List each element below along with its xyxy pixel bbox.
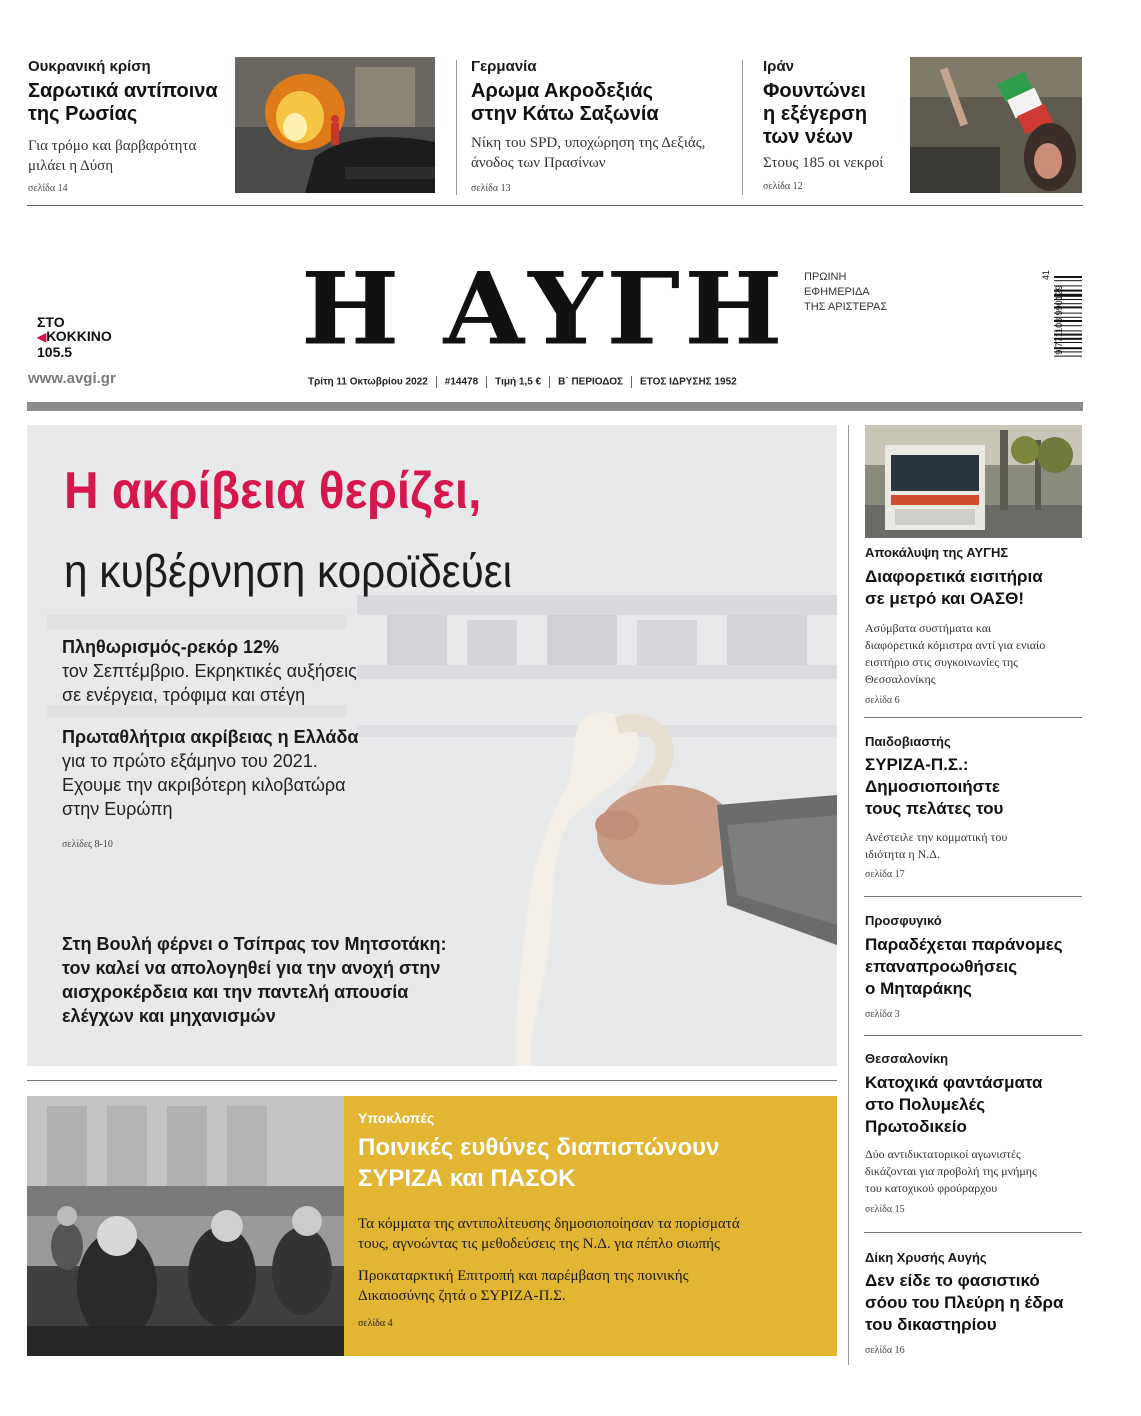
top-story-3-headline[interactable]: Φουντώνει η εξέγερση των νέων: [763, 80, 868, 148]
top-story-3-summary: Στους 185 οι νεκροί: [763, 155, 884, 171]
sidebar-3-headline[interactable]: Παραδέχεται παράνομες επαναπροωθήσεις ο Μηταράκης: [865, 935, 1063, 998]
top-story-2-headline[interactable]: Αρωμα Ακροδεξιάς στην Κάτω Σαξωνία: [471, 80, 659, 125]
bottom-rule: [27, 1080, 837, 1081]
sidebar-4-page: σελίδα 15: [865, 1204, 905, 1215]
website-link[interactable]: www.avgi.gr: [28, 370, 116, 387]
sidebar-1-summary: Ασύμβατα συστήματα και διαφορετικά κόμιστρα αντί για ενιαίο εισιτήριο στις συγκοινωνίες της Θεσσαλονίκης: [865, 621, 1046, 686]
sidebar-2-page: σελίδα 17: [865, 869, 905, 880]
prices-block: Πρωταθλήτρια ακρίβειας η Ελλάδα για το πρώτο εξάμηνο του 2021. Εχουμε την ακριβότερη κιλοβατώρα στην Ευρώπη: [62, 727, 359, 819]
top-story-1-summary: Για τρόμο και βαρβαρότητα μιλάει η Δύση: [28, 138, 197, 174]
protest-photo: [910, 57, 1082, 193]
top-divider-2: [742, 60, 743, 195]
parliament-photo: [27, 1096, 344, 1356]
top-story-1-kicker: Ουκρανική κρίση: [28, 58, 151, 75]
top-story-3-page: σελίδα 12: [763, 181, 803, 192]
sidebar-4-kicker: Θεσσαλονίκη: [865, 1051, 949, 1066]
bus-photo: [865, 425, 1082, 538]
lead-pages: σελίδες 8-10: [62, 839, 113, 850]
sidebar-2-kicker: Παιδοβιαστής: [865, 734, 951, 749]
issue-period: Β΄ ΠΕΡΙΟΔΟΣ: [558, 376, 623, 388]
sidebar-rule-1: [864, 717, 1082, 718]
founding-year: ΕΤΟΣ ΙΔΡΥΣΗΣ 1952: [640, 376, 737, 388]
bottom-para-2: Προκαταρκτική Επιτροπή και παρέμβαση της ποινικής Δικαιοσύνης ζητά ο ΣΥΡΙΖΑ-Π.Σ.: [358, 1268, 689, 1304]
sidebar-2-summary: Ανέστειλε την κομματική του ιδιότητα η Ν.Δ.: [865, 830, 1008, 861]
sidebar-2-headline[interactable]: ΣΥΡΙΖΑ-Π.Σ.: Δημοσιοποιήστε τους πελάτες του: [865, 755, 1004, 818]
inflation-block: Πληθωρισμός-ρεκόρ 12% τον Σεπτέμβριο. Εκρηκτικές αυξήσεις σε ενέργεια, τρόφιμα και στέγη: [62, 637, 357, 705]
sidebar-5-headline[interactable]: Δεν είδε το φασιστικό σόου του Πλεύρη η έδρα του δικαστηρίου: [865, 1271, 1064, 1334]
issue-date: Τρίτη 11 Οκτωβρίου 2022: [308, 376, 428, 388]
top-story-1-headline[interactable]: Σαρωτικά αντίποινα της Ρωσίας: [28, 80, 218, 125]
top-story-2-page: σελίδα 13: [471, 183, 511, 194]
top-story-1-page: σελίδα 14: [28, 183, 68, 194]
radio-logo[interactable]: ΣΤΟ ◀ΚΟΚΚΙΝΟ 105.5: [37, 314, 112, 360]
lead-headline-red: Η ακρίβεια θερίζει,: [64, 462, 482, 520]
barcode-issue: 41: [1041, 269, 1052, 281]
masthead-tagline: ΠΡΩΙΝΗ ΕΦΗΜΕΡΙΔΑ ΤΗΣ ΑΡΙΣΤΕΡΑΣ: [804, 271, 888, 313]
sidebar-rule-4: [864, 1232, 1082, 1233]
sidebar-rule-2: [864, 896, 1082, 897]
lead-headline-black: η κυβέρνηση κοροϊδεύει: [64, 545, 513, 597]
bottom-kicker: Υποκλοπές: [358, 1110, 435, 1126]
barcode: [1040, 270, 1084, 380]
top-strip-rule: [27, 205, 1083, 206]
sidebar-1-page: σελίδα 6: [865, 695, 900, 706]
sidebar-1-headline[interactable]: Διαφορετικά εισιτήρια σε μετρό και ΟΑΣΘ!: [865, 567, 1043, 608]
top-story-2-summary: Νίκη του SPD, υποχώρηση της Δεξιάς, άνοδος των Πρασίνων: [471, 135, 706, 171]
column-divider: [848, 425, 849, 1365]
top-story-3-kicker: Ιράν: [763, 58, 795, 75]
radio-arrow-icon: ◀: [37, 330, 47, 344]
sidebar-5-kicker: Δίκη Χρυσής Αυγής: [865, 1250, 987, 1265]
sidebar-4-summary: Δύο αντιδικτατορικοί αγωνιστές δικάζονται για προβολή της μνήμης του κατοχικού φρούραρχου: [865, 1147, 1037, 1195]
issue-number: #14478: [444, 376, 479, 388]
top-story-2-kicker: Γερμανία: [471, 58, 537, 75]
explosion-photo: [235, 57, 435, 193]
bottom-para-1: Τα κόμματα της αντιπολίτευσης δημοσιοποίησαν τα πορίσματά τους, αγνοώντας τις μεθοδεύσεις της Ν.Δ. για πέπλο σιωπής: [358, 1216, 740, 1252]
sidebar-3-page: σελίδα 3: [865, 1009, 900, 1020]
masthead-rule: [27, 402, 1083, 411]
sidebar-3-kicker: Προσφυγικό: [865, 913, 942, 928]
top-divider-1: [456, 60, 457, 195]
lead-feature[interactable]: [27, 425, 837, 1066]
issue-price: Τιμή 1,5 €: [495, 376, 542, 388]
bottom-story-panel[interactable]: [344, 1096, 837, 1356]
sidebar-1-kicker: Αποκάλυψη της ΑΥΓΗΣ: [865, 545, 1009, 560]
tsipras-block: Στη Βουλή φέρνει ο Τσίπρας τον Μητσοτάκη: τον καλεί να απολογηθεί για την ανοχή στην αισχροκέρδεια και την παντελή απουσία ελέγχων και μηχανισμών: [62, 934, 447, 1026]
masthead-infobar: [308, 376, 737, 388]
masthead-title: Η ΑΥΓΗ: [301, 250, 787, 368]
sidebar-4-headline[interactable]: Κατοχικά φαντάσματα στο Πολυμελές Πρωτοδικείο: [865, 1073, 1043, 1136]
sidebar-rule-3: [864, 1035, 1082, 1036]
barcode-number: 9 771108 990129: [1054, 285, 1064, 355]
bottom-page: σελίδα 4: [358, 1318, 393, 1329]
sidebar-5-page: σελίδα 16: [865, 1345, 905, 1356]
bottom-headline: Ποινικές ευθύνες διαπιστώνουν ΣΥΡΙΖΑ και ΠΑΣΟΚ: [358, 1134, 720, 1192]
